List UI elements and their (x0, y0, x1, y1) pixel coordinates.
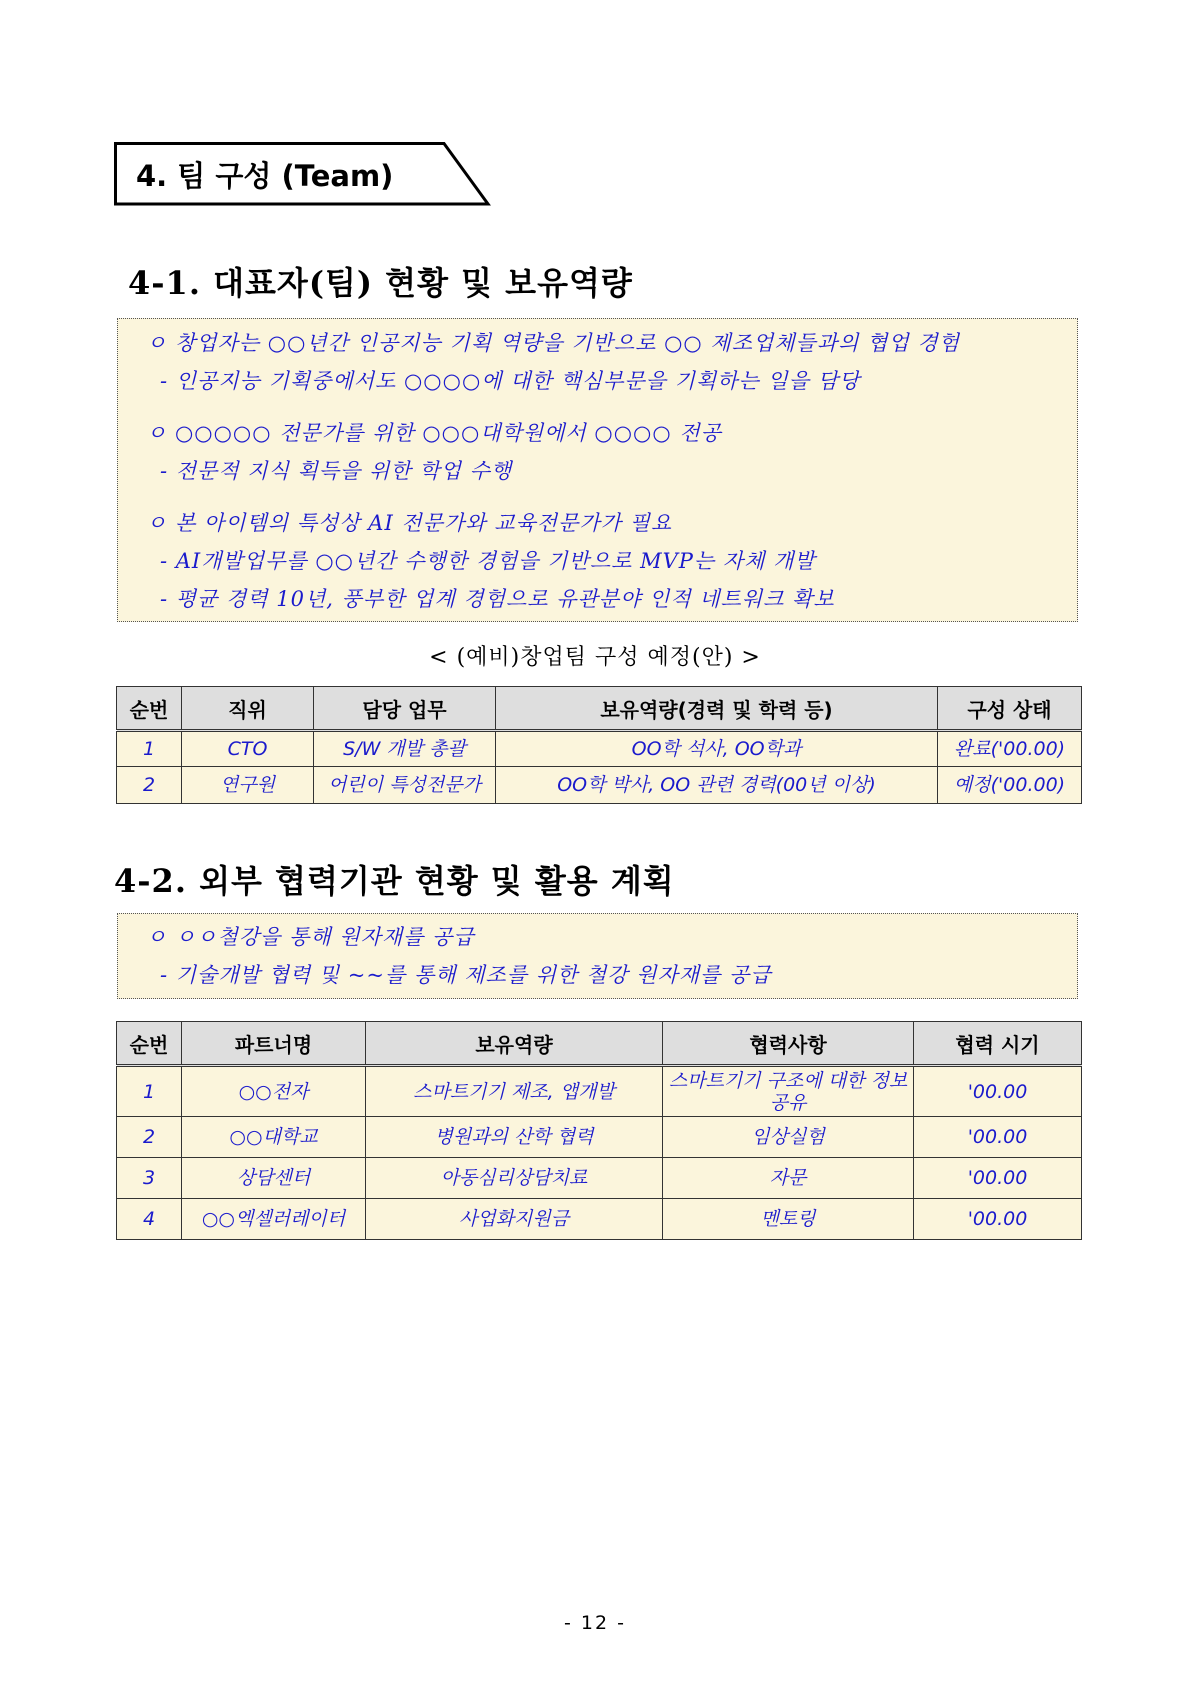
cell-capability: 아동심리상담치료 (366, 1158, 663, 1199)
cell-cooperation: 임상실험 (663, 1117, 914, 1158)
cell-period: '00.00 (914, 1158, 1082, 1199)
cell-no: 1 (117, 731, 182, 767)
section-title-tag (114, 142, 490, 206)
heading-4-2: 4-2. 외부 협력기관 현황 및 활용 계획 (114, 862, 675, 900)
cell-cooperation: 자문 (663, 1158, 914, 1199)
col-header-partner: 파트너명 (182, 1022, 366, 1066)
cell-no: 3 (117, 1158, 182, 1199)
summary-bullet: ㅇ ㅇㅇ철강을 통해 원자재를 공급 (146, 925, 475, 949)
cell-partner: ○○엑셀러레이터 (182, 1199, 366, 1240)
summary-bullet: ㅇ 본 아이템의 특성상 AI 전문가와 교육전문가가 필요 (146, 511, 673, 535)
cell-capability: 사업화지원금 (366, 1199, 663, 1240)
summary-box-4-1 (117, 318, 1078, 622)
table-row (117, 1199, 1082, 1240)
cell-capability: 스마트기기 제조, 앱개발 (366, 1066, 663, 1117)
col-header-no: 순번 (117, 1022, 182, 1066)
cell-partner: 상담센터 (182, 1158, 366, 1199)
team-table-caption: < (예비)창업팀 구성 예정(안) > (429, 645, 761, 670)
cell-capability: 병원과의 산학 협력 (366, 1117, 663, 1158)
col-header-no: 순번 (117, 687, 182, 731)
cell-position: CTO (182, 731, 314, 767)
summary-bullet: ㅇ 창업자는 ○○년간 인공지능 기획 역량을 기반으로 ○○ 제조업체들과의 협업 경험 (146, 331, 960, 355)
cell-no: 2 (117, 1117, 182, 1158)
summary-box-4-2 (117, 913, 1078, 999)
table-row (117, 731, 1082, 767)
summary-subpoint: - 전문적 지식 획득을 위한 학업 수행 (160, 459, 513, 483)
cell-period: '00.00 (914, 1066, 1082, 1117)
partner-table (116, 1021, 1082, 1240)
cell-no: 4 (117, 1199, 182, 1240)
summary-bullet: ㅇ ○○○○○ 전문가를 위한 ○○○대학원에서 ○○○○ 전공 (146, 421, 722, 445)
table-header-row (117, 1022, 1082, 1066)
cell-duty: 어린이 특성전문가 (314, 767, 496, 804)
col-header-status: 구성 상태 (938, 687, 1082, 731)
cell-partner: ○○대학교 (182, 1117, 366, 1158)
table-row (117, 1117, 1082, 1158)
cell-duty: S/W 개발 총괄 (314, 731, 496, 767)
cell-capability: OO학 박사, OO 관련 경력(00년 이상) (496, 767, 938, 804)
cell-cooperation: 멘토링 (663, 1199, 914, 1240)
cell-period: '00.00 (914, 1117, 1082, 1158)
cell-partner: ○○전자 (182, 1066, 366, 1117)
col-header-cooperation: 협력사항 (663, 1022, 914, 1066)
team-table (116, 686, 1082, 804)
summary-subpoint: - 평균 경력 10년, 풍부한 업계 경험으로 유관분야 인적 네트워크 확보 (160, 587, 835, 611)
cell-cooperation: 스마트기기 구조에 대한 정보 공유 (663, 1066, 914, 1117)
col-header-period: 협력 시기 (914, 1022, 1082, 1066)
col-header-capability: 보유역량(경력 및 학력 등) (496, 687, 938, 731)
col-header-position: 직위 (182, 687, 314, 731)
cell-period: '00.00 (914, 1199, 1082, 1240)
cell-capability: OO학 석사, OO학과 (496, 731, 938, 767)
cell-no: 2 (117, 767, 182, 804)
table-header-row (117, 687, 1082, 731)
table-row (117, 1158, 1082, 1199)
page-number: - 12 - (564, 1612, 626, 1634)
table-row (117, 1066, 1082, 1117)
table-row (117, 767, 1082, 804)
heading-4-1: 4-1. 대표자(팀) 현황 및 보유역량 (128, 264, 633, 302)
col-header-capability: 보유역량 (366, 1022, 663, 1066)
summary-subpoint: - 기술개발 협력 및 ~~를 통해 제조를 위한 철강 원자재를 공급 (160, 963, 772, 987)
summary-subpoint: - 인공지능 기획중에서도 ○○○○에 대한 핵심부문을 기획하는 일을 담당 (160, 369, 861, 393)
cell-status: 완료('00.00) (938, 731, 1082, 767)
cell-status: 예정('00.00) (938, 767, 1082, 804)
section-title: 4. 팀 구성 (Team) (136, 159, 394, 193)
cell-position: 연구원 (182, 767, 314, 804)
summary-subpoint: - AI개발업무를 ○○년간 수행한 경험을 기반으로 MVP는 자체 개발 (160, 549, 816, 573)
cell-no: 1 (117, 1066, 182, 1117)
col-header-duty: 담당 업무 (314, 687, 496, 731)
